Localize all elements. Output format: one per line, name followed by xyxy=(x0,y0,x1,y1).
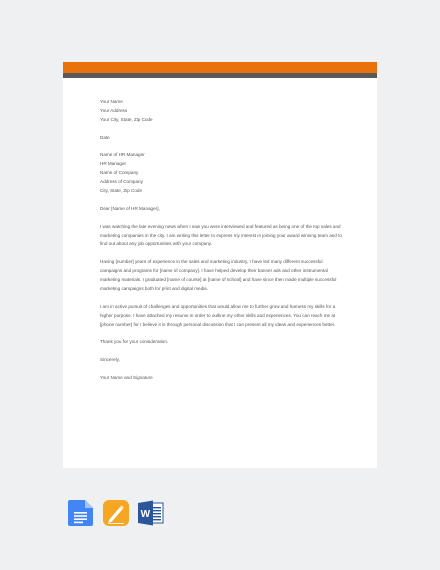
letter-body xyxy=(100,98,344,383)
salutation: Dear [Name of HR Manager], xyxy=(100,205,160,211)
google-docs-icon[interactable] xyxy=(68,500,93,526)
sender-name: Your Name xyxy=(100,99,123,104)
letter-date: Date xyxy=(100,134,110,140)
ms-word-icon[interactable] xyxy=(138,500,164,526)
svg-text:W: W xyxy=(140,509,151,520)
recipient-city: City, State, Zip Code xyxy=(100,188,143,194)
sender-address: Your Address xyxy=(100,107,128,113)
recipient-address: Address of Company xyxy=(100,179,143,185)
apple-pages-icon[interactable] xyxy=(103,500,129,526)
signature: Your Name and Signature xyxy=(100,374,153,380)
body-paragraph-1: I was watching the late evening news when I saw you were interviewed and featured as being one of the top sales and marketing companies in the city. I am writing this letter to express my interest in joining your award winning team and to find out about any job opportunities with your company. xyxy=(100,223,342,247)
recipient-block xyxy=(100,151,344,196)
recipient-title: HR Manager xyxy=(100,161,127,167)
recipient-name: Name of HR Manager xyxy=(100,152,145,158)
sender-city: Your City, State, Zip Code xyxy=(100,116,153,122)
letter-document xyxy=(63,62,377,468)
body-paragraph-3: I am in active pursuit of challenges and opportunities that would allow me to further grow and harness my skills for a higher purpose. I have attached my resume in order to outline my other skills and experiences. You can reach me at [phone number] for I believe it is through personal discussion that I can present all my ideas and experiences better. xyxy=(100,303,336,327)
header-accent-bar xyxy=(63,62,377,73)
body-paragraph-2: Having [number] years of experience in the sales and marketing industry, I have led many different successful campaigns and programs for [name of company]. I have helped develop their banner ads and other instrumental marketing materials. I graduated [name of course] at [name of school] and have since then made multiple successful marketing campaigns both for print and digital media. xyxy=(100,259,337,291)
closing: Sincerely, xyxy=(100,357,120,363)
body-paragraph-4: Thank you for your consideration. xyxy=(100,339,169,345)
header-stripe-bar xyxy=(63,73,377,78)
sender-block xyxy=(100,98,344,125)
recipient-company: Name of Company xyxy=(100,170,139,176)
